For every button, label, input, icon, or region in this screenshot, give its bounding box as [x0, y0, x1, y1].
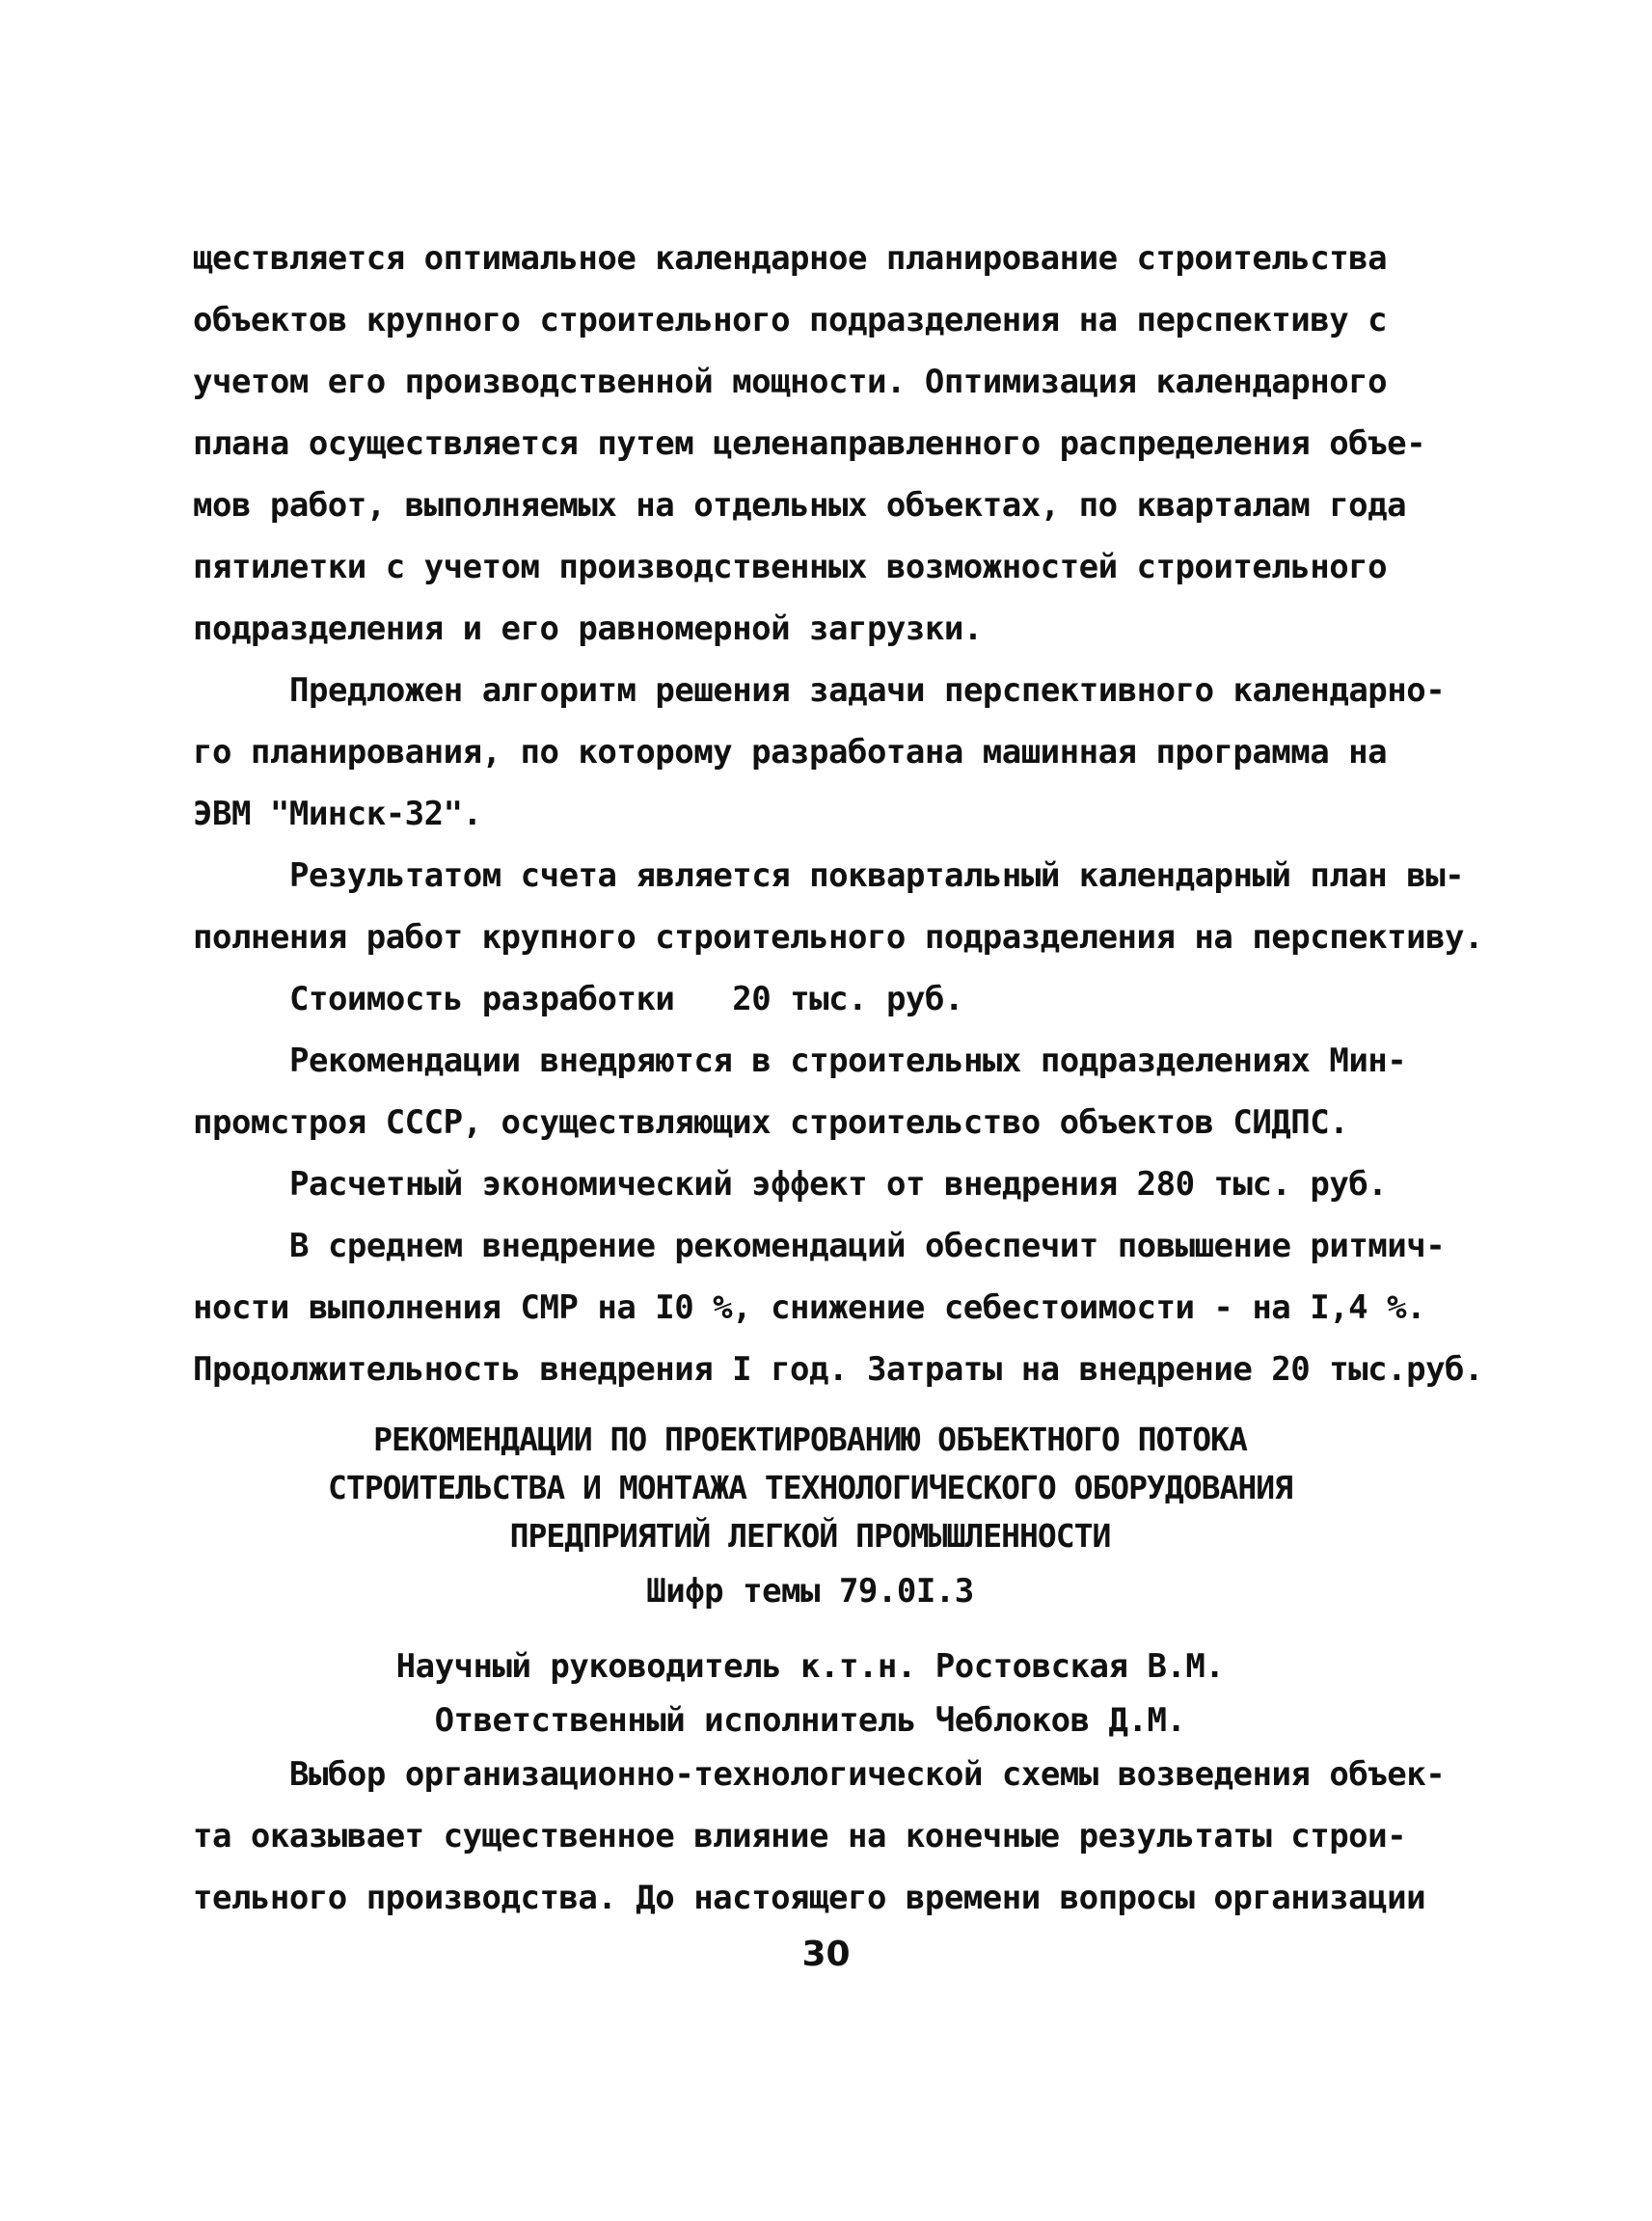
scientific-supervisor: Научный руководитель к.т.н. Ростовская В.М. [395, 1647, 1225, 1686]
text-line: объектов крупного строительного подразделения на перспективу с [193, 301, 1388, 339]
paragraph-algorithm [193, 660, 1466, 845]
text-line: Рекомендации внедряются в строительных подразделениях Мин- [289, 1042, 1407, 1080]
text-line: ности выполнения СМР на I0 %, снижение себестоимости - на I,4 %. [193, 1288, 1426, 1327]
section-title [193, 1416, 1427, 1560]
text-line: Результатом счета является поквартальный календарный план вы- [289, 856, 1465, 895]
text-line: промстроя СССР, осуществляющих строительство объектов СИДПС. [193, 1103, 1349, 1142]
text-line: подразделения и его равномерной загрузки. [193, 609, 983, 648]
text-line: пятилетки с учетом производственных возможностей строительного [193, 548, 1388, 586]
text-line: плана осуществляется путем целенаправленного распределения объе- [193, 424, 1426, 463]
responsible-persons [193, 1639, 1427, 1747]
section-title-line: РЕКОМЕНДАЦИИ ПО ПРОЕКТИРОВАНИЮ ОБЪЕКТНОГО ПОТОКА [373, 1421, 1247, 1458]
text-line: В среднем внедрение рекомендаций обеспечит повышение ритмич- [289, 1227, 1446, 1265]
text-line: полнения работ крупного строительного подразделения на перспективу. [193, 918, 1483, 957]
responsible-executor: Ответственный исполнитель Чеблоков Д.М. [434, 1701, 1186, 1740]
paragraph-result [193, 845, 1483, 968]
text-line: Расчетный экономический эффект от внедрения 280 тыс. руб. [289, 1165, 1388, 1204]
text-line: Продолжительность внедрения I год. Затраты на внедрение 20 тыс.руб. [193, 1350, 1483, 1389]
topic-code: Шифр темы 79.0I.3 [646, 1572, 974, 1611]
section-title-line: ПРЕДПРИЯТИЙ ЛЕГКОЙ ПРОМЫШЛЕННОСТИ [509, 1517, 1111, 1555]
text-line: ЭВМ "Минск-32". [193, 795, 482, 833]
text-line: тельного производства. До настоящего времени вопросы организации [193, 1879, 1426, 1917]
page-number: 30 [801, 1935, 851, 1974]
paragraph-average [193, 1215, 1483, 1400]
text-line: го планирования, по которому разработана машинная программа на [193, 733, 1388, 772]
text-line: Предложен алгоритм решения задачи перспективного календарно- [289, 671, 1446, 710]
text-line: Выбор организационно-технологической схемы возведения объек- [289, 1755, 1446, 1794]
text-line: ществляется оптимальное календарное планирование строительства [193, 239, 1388, 278]
paragraph-cost [193, 968, 1466, 1030]
text-line: Стоимость разработки 20 тыс. руб. [289, 980, 963, 1018]
text-line: учетом его производственной мощности. Оптимизация календарного [193, 363, 1388, 401]
paragraph-continuation [193, 228, 1466, 660]
paragraph-effect [193, 1153, 1466, 1215]
section-title-line: СТРОИТЕЛЬСТВА И МОНТАЖА ТЕХНОЛОГИЧЕСКОГО ОБОРУДОВАНИЯ [328, 1469, 1292, 1506]
section-paragraph [193, 1744, 1466, 1929]
text-line: мов работ, выполняемых на отдельных объектах, по кварталам года [193, 486, 1407, 525]
text-line: та оказывает существенное влияние на конечные результаты строи- [193, 1817, 1407, 1855]
paragraph-implementation [193, 1030, 1466, 1153]
